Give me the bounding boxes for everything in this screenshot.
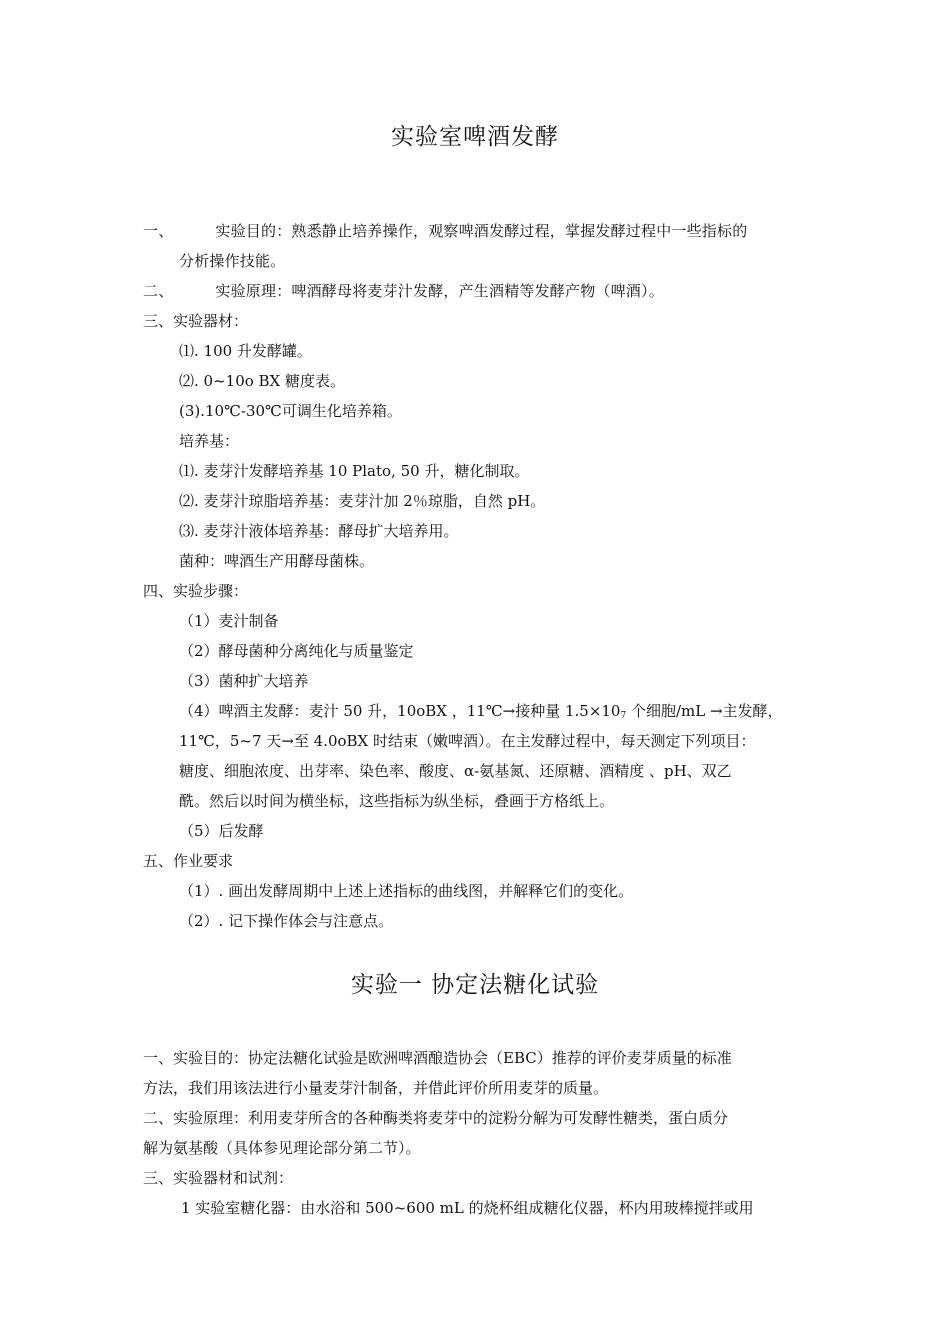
step-4-line-3: 糖度、细胞浓度、出芽率、染色率、酸度、α-氨基氮、还原糖、酒精度 、pH、双乙 bbox=[179, 762, 732, 780]
medium-item: ⑴. 麦芽汁发酵培养基 10 Plato, 50 升，糖化制取。 bbox=[179, 462, 530, 480]
exp1-equipment-heading: 三、实验器材和试剂： bbox=[143, 1169, 294, 1187]
section-2-principle bbox=[143, 281, 664, 301]
section-1-text: 实验目的：熟悉静止培养操作，观察啤酒发酵过程，掌握发酵过程中一些指标的 bbox=[215, 222, 748, 240]
equipment-item: ⑴. 100 升发酵罐。 bbox=[179, 342, 312, 360]
strain-line: 菌种：啤酒生产用酵母菌株。 bbox=[179, 552, 375, 570]
step-4-text-a: （4）啤酒主发酵：麦汁 50 升，10oBX ，11℃→接种量 1.5×10 bbox=[179, 702, 621, 720]
section-5-heading: 五、作业要求 bbox=[143, 852, 234, 870]
exp1-objective-line-2: 方法，我们用该法进行小量麦芽汁制备，并借此评价所用麦芽的质量。 bbox=[143, 1079, 609, 1097]
document-title: 实验室啤酒发酵 bbox=[391, 124, 559, 150]
medium-item: ⑵. 麦芽汁琼脂培养基：麦芽汁加 2％琼脂，自然 pH。 bbox=[179, 492, 546, 510]
section-1-number: 一、 bbox=[143, 222, 174, 240]
section-1-objective bbox=[143, 221, 747, 241]
section-4-heading: 四、实验步骤： bbox=[143, 582, 249, 600]
medium-item: ⑶. 麦芽汁液体培养基：酵母扩大培养用。 bbox=[179, 522, 459, 540]
step-4-text-b: 个细胞/mL →主发酵， bbox=[626, 702, 783, 720]
section-3-heading: 三、实验器材： bbox=[143, 312, 249, 330]
step-item: （1）麦汁制备 bbox=[179, 612, 279, 630]
section-2-number: 二、 bbox=[143, 282, 174, 300]
section-2-text: 实验原理：啤酒酵母将麦芽汁发酵，产生酒精等发酵产物（啤酒）。 bbox=[215, 282, 664, 300]
equipment-item: ⑵. 0~10o BX 糖度表。 bbox=[179, 372, 346, 390]
homework-item: （1）. 画出发酵周期中上述上述指标的曲线图，并解释它们的变化。 bbox=[179, 882, 634, 900]
equipment-item: (3).10℃-30℃可调生化培养箱。 bbox=[179, 402, 402, 420]
step-4-subscript: 7 bbox=[620, 711, 627, 721]
exp1-principle-line-1: 二、实验原理：利用麦芽所含的各种酶类将麦芽中的淀粉分解为可发酵性糖类，蛋白质分 bbox=[143, 1109, 729, 1127]
step-item: （2）酵母菌种分离纯化与质量鉴定 bbox=[179, 642, 414, 660]
experiment-1-title: 实验一 协定法糖化试验 bbox=[350, 972, 600, 998]
step-item: （3）菌种扩大培养 bbox=[179, 672, 309, 690]
section-1-continuation: 分析操作技能。 bbox=[179, 252, 286, 270]
step-4-line-1 bbox=[179, 701, 783, 726]
step-4-line-2: 11℃，5~7 天→至 4.0oBX 时结束（嫩啤酒）。在主发酵过程中，每天测定下列项目： bbox=[179, 732, 756, 750]
medium-heading: 培养基： bbox=[179, 432, 240, 450]
exp1-equipment-item-1: 1 实验室糖化器：由水浴和 500~600 mL 的烧杯组成糖化仪器，杯内用玻棒搅拌或用 bbox=[181, 1199, 754, 1217]
homework-item: （2）. 记下操作体会与注意点。 bbox=[179, 912, 394, 930]
exp1-objective-line-1: 一、实验目的：协定法糖化试验是欧洲啤酒酿造协会（EBC）推荐的评价麦芽质量的标准 bbox=[143, 1049, 732, 1067]
exp1-principle-line-2: 解为氨基酸（具体参见理论部分第二节）。 bbox=[143, 1139, 421, 1157]
step-4-line-4: 酰。然后以时间为横坐标，这些指标为纵坐标，叠画于方格纸上。 bbox=[179, 792, 615, 810]
step-5: （5）后发酵 bbox=[179, 822, 264, 840]
